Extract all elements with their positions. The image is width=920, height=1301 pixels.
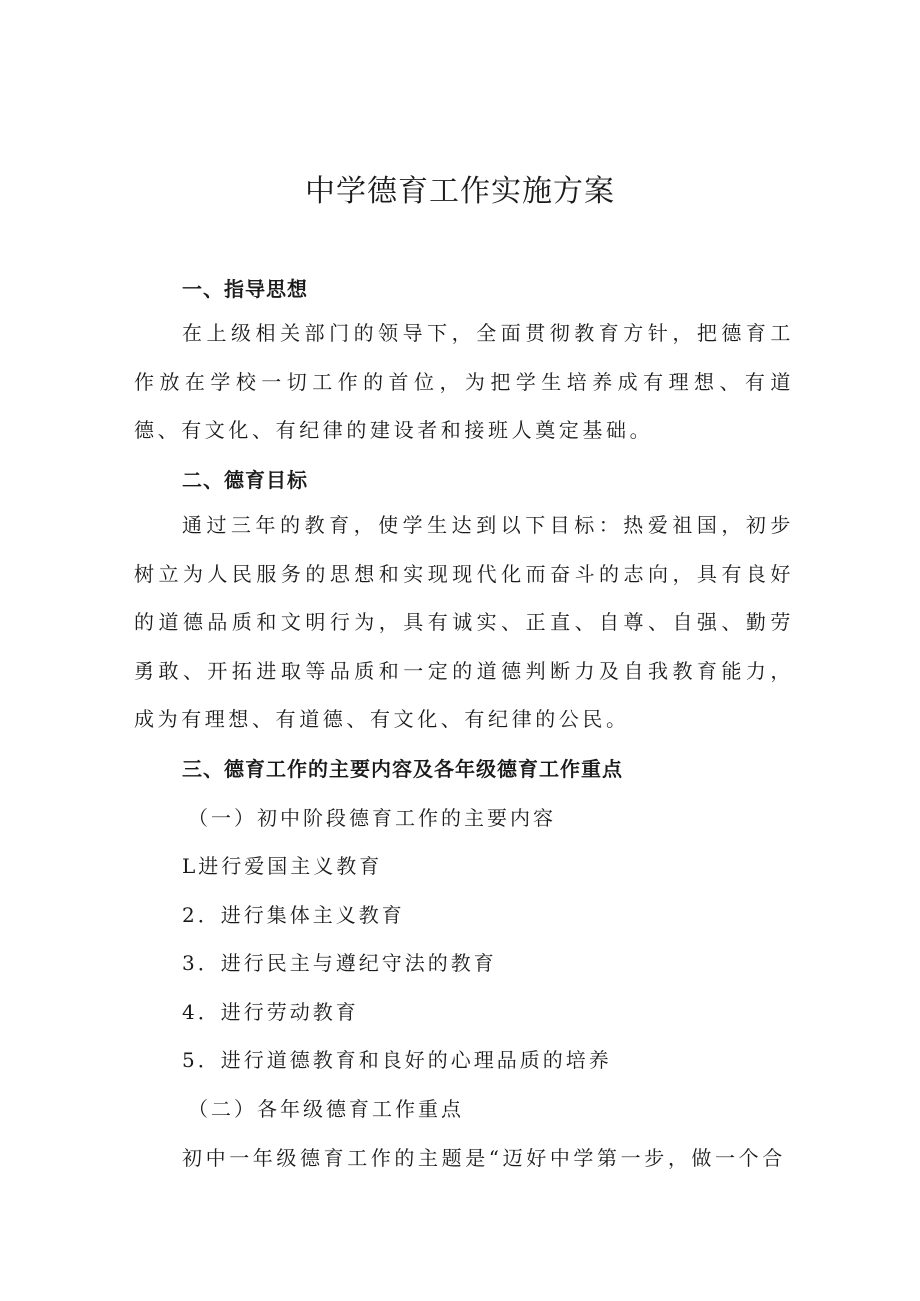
paragraph-moral-goals: 通过三年的教育，使学生达到以下目标：热爱祖国，初步树立为人民服务的思想和实现现代化而奋斗的志向，具有良好的道德品质和文明行为，具有诚实、正直、自尊、自强、勤劳勇敢、开拓进取等品质和一定的道德判断力及自我教育能力，成为有理想、有道德、有文化、有纪律的公民。 bbox=[134, 513, 794, 731]
list-item: 3．进行民主与遵纪守法的教育 bbox=[182, 951, 497, 975]
section-heading-main-content: 三、德育工作的主要内容及各年级德育工作重点 bbox=[182, 757, 623, 781]
subsection-heading-grade-focus: （二）各年级德育工作重点 bbox=[188, 1097, 464, 1121]
list-item: L进行爱国主义教育 bbox=[182, 854, 383, 878]
list-item: 5．进行道德教育和良好的心理品质的培养 bbox=[182, 1048, 612, 1072]
document-title: 中学德育工作实施方案 bbox=[305, 174, 615, 209]
list-item: 2．进行集体主义教育 bbox=[182, 903, 405, 927]
subsection-heading-main-content: （一）初中阶段德育工作的主要内容 bbox=[188, 806, 556, 830]
list-item: 4．进行劳动教育 bbox=[182, 1000, 359, 1024]
section-heading-moral-goals: 二、德育目标 bbox=[182, 468, 308, 492]
paragraph-grade-focus: 初中一年级德育工作的主题是“迈好中学第一步，做一个合 bbox=[182, 1146, 786, 1170]
section-heading-guiding-ideology: 一、指导思想 bbox=[182, 277, 308, 301]
paragraph-guiding-ideology: 在上级相关部门的领导下，全面贯彻教育方针，把德育工作放在学校一切工作的首位，为把学生培养成有理想、有道德、有文化、有纪律的建设者和接班人奠定基础。 bbox=[134, 321, 794, 442]
